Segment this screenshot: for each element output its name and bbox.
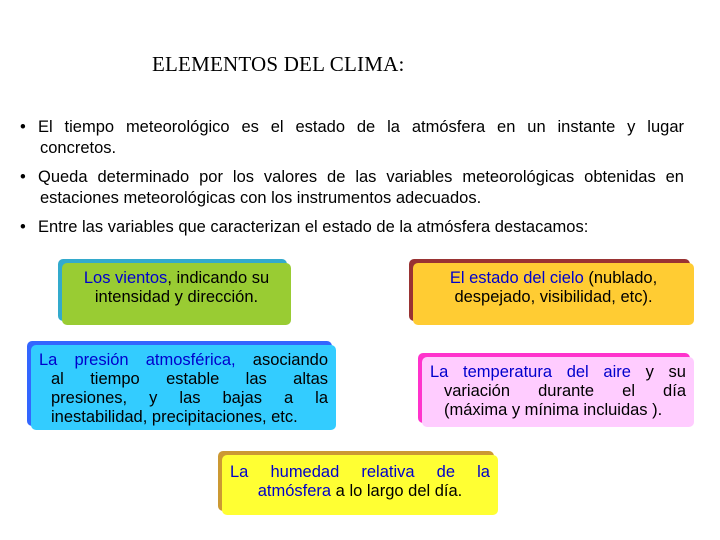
humedad-highlight: atmósfera: [257, 482, 332, 500]
humedad-text: a lo largo del día.: [331, 482, 463, 500]
bullet-line: concretos.: [40, 139, 117, 157]
bullet-list: [20, 117, 684, 246]
temperatura-box: [422, 357, 694, 427]
bullet-item: [20, 117, 684, 159]
temperatura-text: y su: [630, 363, 686, 381]
cielo-text: despejado, visibilidad, etc).: [454, 288, 653, 306]
cielo-highlight: El estado del cielo: [449, 269, 584, 287]
presion-highlight: La presión atmosférica,: [39, 351, 236, 369]
bullet-dot-icon: •: [20, 218, 26, 236]
cielo-text: (nublado,: [583, 269, 658, 287]
bullet-dot-icon: •: [20, 168, 26, 186]
presion-text: al tiempo estable las altas: [51, 370, 328, 388]
presion-text: inestabilidad, precipitaciones, etc.: [51, 408, 298, 426]
vientos-box: [62, 263, 291, 325]
presion-text: asociando: [235, 351, 328, 369]
bullet-line: estaciones meteorológicas con los instrumentos adecuados.: [40, 189, 482, 207]
slide-title: ELEMENTOS DEL CLIMA:: [152, 52, 405, 76]
bullet-line: El tiempo meteorológico es el estado de la atmósfera en un instante y lugar: [38, 118, 684, 136]
bullet-dot-icon: •: [20, 118, 26, 136]
temperatura-text: (máxima y mínima incluidas ).: [444, 401, 663, 419]
cielo-box: [413, 263, 694, 325]
humedad-highlight: La humedad relativa de la: [230, 463, 490, 481]
temperatura-text: variación durante el día: [444, 382, 686, 400]
bullet-line: Entre las variables que caracterizan el estado de la atmósfera destacamos:: [38, 218, 589, 236]
bullet-item: [20, 217, 684, 238]
bullet-item: [20, 167, 684, 209]
bullet-line: Queda determinado por los valores de las variables meteorológicas obtenidas en: [38, 168, 684, 186]
temperatura-highlight: La temperatura del aire: [430, 363, 631, 381]
presion-text: presiones, y las bajas a la: [51, 389, 328, 407]
humedad-box: [222, 455, 498, 515]
vientos-text: , indicando su: [167, 269, 270, 287]
vientos-highlight: Los vientos: [83, 269, 168, 287]
presion-box: [31, 345, 336, 430]
vientos-text: intensidad y dirección.: [94, 288, 259, 306]
